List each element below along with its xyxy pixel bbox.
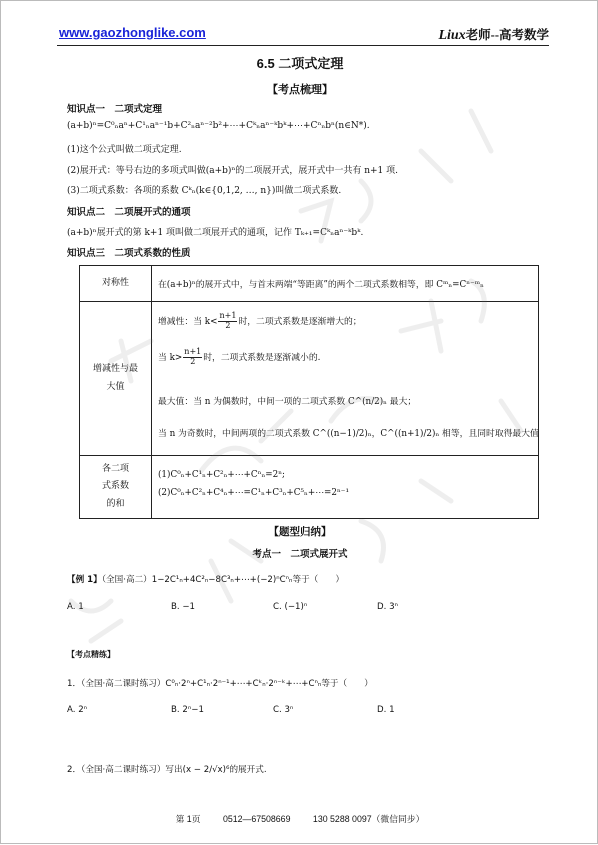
increasing-line (158, 312, 362, 331)
section-heading-summary: 【考点梳理】 (267, 84, 333, 96)
label-line: 大值 (106, 381, 125, 392)
table-row-sums (80, 456, 538, 518)
kp1-formula: (a+b)ⁿ=C⁰ₙaⁿ+C¹ₙaⁿ⁻¹b+C²ₙaⁿ⁻²b²+⋯+Cᵏₙaⁿ⁻ᵏbᵏ+⋯+Cⁿₙbⁿ(n∈N*). (67, 121, 370, 131)
properties-table (79, 265, 539, 519)
example-label: 【例 1】 (67, 575, 102, 585)
kp2-text: (a+b)ⁿ展开式的第 k+1 项叫做二项展开式的通项，记作 Tₖ₊₁=Cᵏₙaⁿ⁻ᵏbᵏ. (67, 228, 364, 238)
q1-option-a: A. 2ⁿ (67, 705, 88, 715)
kp1-line1: (1)这个公式叫做二项式定理. (67, 145, 182, 155)
option-d: D. 3ⁿ (377, 602, 398, 612)
header-author (438, 25, 549, 44)
sum-line-2: (2)C⁰ₙ+C²ₙ+C⁴ₙ+⋯=C¹ₙ+C³ₙ+C⁵ₙ+⋯=2ⁿ⁻¹ (158, 488, 349, 498)
max-even-line: 最大值：当 n 为偶数时，中间一项的二项式系数 C^(n/2)ₙ 最大； (158, 397, 417, 407)
teacher-name: Liux (438, 28, 466, 43)
kp3-heading: 知识点三 二项式系数的性质 (67, 248, 191, 259)
fraction (183, 348, 202, 367)
symmetry-text: 在(a+b)ⁿ的展开式中，与首末两端“等距离”的两个二项式系数相等，即 Cᵐₙ=Cⁿ⁻ᵐₙ (158, 280, 484, 290)
example-text: （全国·高二）1−2C¹ₙ+4C²ₙ−8C³ₙ+⋯+(−2)ⁿCⁿₙ等于（ ） (101, 575, 345, 585)
kp1-line2: (2)展开式：等号右边的多项式叫做(a+b)ⁿ的二项展开式，展开式中一共有 n+1 项. (67, 166, 398, 176)
teacher-suffix: 老师--高考数学 (465, 28, 549, 42)
page-footer (1, 812, 598, 825)
row-content-symmetry (152, 266, 538, 301)
inc-text-a: 增减性：当 k< (158, 316, 218, 327)
question-2: 2．（全国·高二课时练习）写出(x − 2/√x)⁶的展开式. (67, 765, 267, 775)
label-line: 增减性与最 (92, 364, 138, 375)
kp1-heading: 知识点一 二项式定理 (67, 104, 163, 115)
option-c: C. (−1)ⁿ (273, 602, 308, 612)
fraction-denominator: 2 (190, 356, 196, 366)
mobile-number: 130 5288 0097（微信同步） (312, 814, 425, 824)
row-label-sums (80, 456, 152, 518)
label-line: 各二项 (101, 464, 129, 475)
fraction-numerator: n+1 (184, 347, 202, 356)
kp2-heading: 知识点二 二项展开式的通项 (67, 207, 191, 218)
practice-heading: 【考点精练】 (67, 650, 115, 659)
fraction (218, 312, 237, 331)
site-link[interactable]: www.gaozhonglike.com (59, 25, 206, 40)
question-1: 1．（全国·高二课时练习）C⁰ₙ·2ⁿ+C¹ₙ·2ⁿ⁻¹+⋯+Cᵏₙ·2ⁿ⁻ᵏ+⋯+Cⁿₙ等于（ ） (67, 679, 373, 689)
fraction-numerator: n+1 (219, 311, 237, 320)
decreasing-line (158, 348, 320, 367)
q1-option-b: B. 2ⁿ−1 (171, 705, 204, 715)
q1-option-d: D. 1 (377, 705, 395, 715)
label-line: 的和 (106, 498, 125, 509)
row-label-symmetry: 对称性 (80, 266, 152, 301)
sum-line-1: (1)C⁰ₙ+C¹ₙ+C²ₙ+⋯+Cⁿₙ=2ⁿ; (158, 470, 286, 480)
option-b: B. −1 (171, 602, 196, 612)
row-label-monotonicity (80, 302, 152, 455)
q1-option-c: C. 3ⁿ (273, 705, 294, 715)
dec-text-b: 时，二项式系数是逐渐减小的. (203, 352, 321, 363)
fraction-denominator: 2 (225, 320, 231, 330)
row-content-sums (152, 456, 538, 518)
label-line: 式系数 (101, 481, 129, 492)
table-row-symmetry (80, 266, 538, 302)
max-odd-line: 当 n 为奇数时，中间两项的二项式系数 C^((n−1)/2)ₙ，C^((n+1)/2)ₙ 相等，且同时取得最大值 (158, 429, 539, 439)
phone-number: 0512—67508669 (222, 814, 291, 824)
example-1 (67, 573, 344, 585)
kp1-line3: (3)二项式系数：各项的系数 Cᵏₙ(k∈{0,1,2, …, n})叫做二项式系数. (67, 186, 342, 196)
page-title: 6.5 二项式定理 (256, 56, 344, 71)
topic-heading: 考点一 二项式展开式 (252, 549, 348, 560)
page-number: 第 1页 (175, 814, 201, 824)
row-content-monotonicity (152, 302, 538, 455)
inc-text-b: 时，二项式系数是逐渐增大的； (238, 316, 362, 327)
page-header (57, 23, 549, 46)
option-a: A. 1 (67, 602, 84, 612)
section-heading-types: 【题型归纳】 (268, 526, 332, 538)
table-row-monotonicity (80, 302, 538, 456)
dec-text-a: 当 k> (158, 352, 183, 363)
